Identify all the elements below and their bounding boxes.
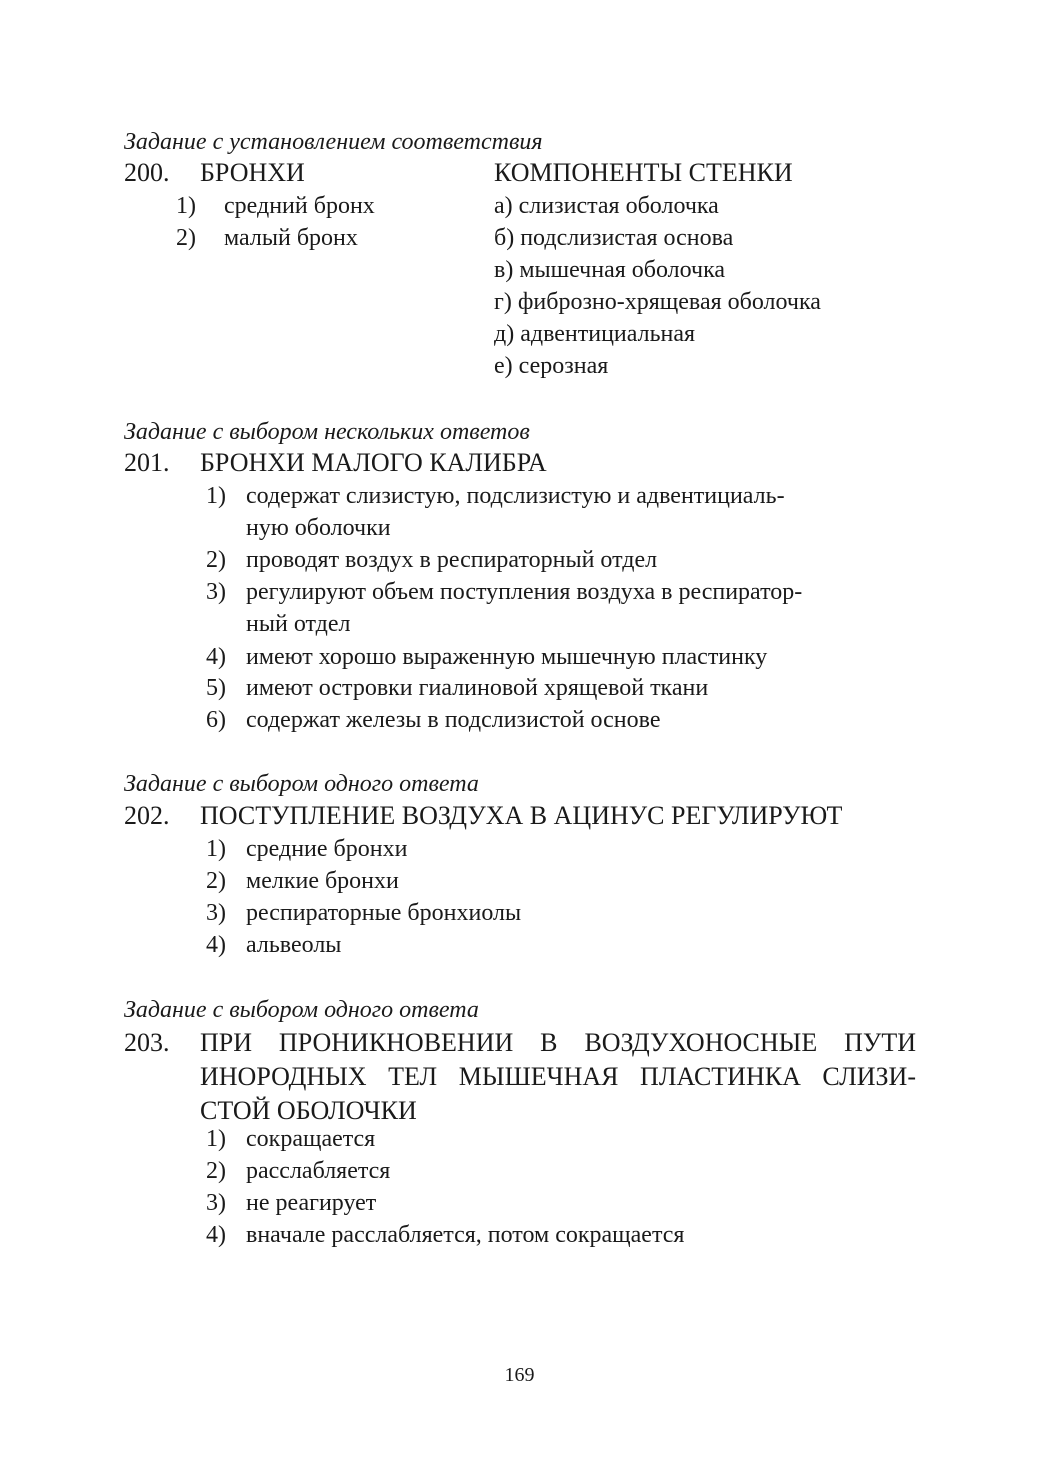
task-type-header-202: Задание с выбором одного ответа xyxy=(124,771,479,797)
question-number-203: 203. xyxy=(124,1028,170,1057)
option-number: 1) xyxy=(206,483,226,509)
option-201-4 xyxy=(196,641,916,673)
option-number: 3) xyxy=(206,900,226,926)
option-203-4 xyxy=(196,1219,916,1251)
right-item-b: б) подслизистая основа xyxy=(494,225,734,251)
left-item-1 xyxy=(166,190,486,222)
option-number: 2) xyxy=(206,547,226,573)
option-202-3 xyxy=(196,897,916,929)
left-item-number: 2) xyxy=(176,225,196,251)
option-201-3 xyxy=(196,576,916,640)
option-201-2 xyxy=(196,544,916,576)
question-number-200: 200. xyxy=(124,158,170,187)
option-201-5 xyxy=(196,672,916,704)
page-number: 169 xyxy=(504,1364,535,1386)
option-202-1 xyxy=(196,833,916,865)
option-number: 2) xyxy=(206,1158,226,1184)
option-text: сокращается xyxy=(246,1126,376,1152)
option-text: проводят воздух в респираторный отдел xyxy=(246,547,658,573)
question-number-201: 201. xyxy=(124,448,170,477)
task-type-header-200: Задание с установлением соответствия xyxy=(124,129,543,155)
option-text: имеют хорошо выраженную мышечную пластинку xyxy=(246,644,768,670)
option-number: 3) xyxy=(206,579,226,605)
task-type-header-203: Задание с выбором одного ответа xyxy=(124,997,479,1023)
question-stem-201: БРОНХИ МАЛОГО КАЛИБРА xyxy=(200,448,547,477)
option-203-3 xyxy=(196,1187,916,1219)
option-202-2 xyxy=(196,865,916,897)
option-text: расслабляется xyxy=(246,1158,391,1184)
left-item-2 xyxy=(166,222,486,254)
question-number-202: 202. xyxy=(124,801,170,830)
stem-line-2: ИНОРОДНЫХ ТЕЛ МЫШЕЧНАЯ ПЛАСТИНКА СЛИЗИ- xyxy=(200,1062,916,1091)
option-201-1 xyxy=(196,480,916,544)
option-202-4 xyxy=(196,929,916,961)
option-text-continued: ную оболочки xyxy=(246,515,391,541)
option-text: респираторные бронхиолы xyxy=(246,900,522,926)
option-text: альвеолы xyxy=(246,932,342,958)
option-text: содержат железы в подслизистой основе xyxy=(246,707,661,733)
option-201-6 xyxy=(196,704,916,736)
left-item-text: малый бронх xyxy=(224,225,358,251)
option-number: 5) xyxy=(206,675,226,701)
option-text: имеют островки гиалиновой хрящевой ткани xyxy=(246,675,709,701)
option-text: вначале расслабляется, потом сокращается xyxy=(246,1222,685,1248)
task-type-header-201: Задание с выбором нескольких ответов xyxy=(124,419,530,445)
option-number: 6) xyxy=(206,707,226,733)
option-text: содержат слизистую, подслизистую и адвентициаль- xyxy=(246,483,785,509)
option-number: 1) xyxy=(206,836,226,862)
right-item-e: д) адвентициальная xyxy=(494,321,696,347)
question-stem-202: ПОСТУПЛЕНИЕ ВОЗДУХА В АЦИНУС РЕГУЛИРУЮТ xyxy=(200,801,843,830)
option-text: мелкие бронхи xyxy=(246,868,399,894)
option-text-continued: ный отдел xyxy=(246,611,351,637)
option-text: не реагирует xyxy=(246,1190,377,1216)
option-number: 4) xyxy=(206,644,226,670)
left-item-number: 1) xyxy=(176,193,196,219)
option-number: 4) xyxy=(206,1222,226,1248)
option-number: 1) xyxy=(206,1126,226,1152)
column-title-left-200: БРОНХИ xyxy=(200,158,305,187)
stem-line-3: СТОЙ ОБОЛОЧКИ xyxy=(200,1096,417,1125)
option-number: 3) xyxy=(206,1190,226,1216)
right-item-c: в) мышечная оболочка xyxy=(494,257,726,283)
option-203-1 xyxy=(196,1123,916,1155)
column-title-right-200: КОМПОНЕНТЫ СТЕНКИ xyxy=(494,158,793,187)
option-text: регулируют объем поступления воздуха в респиратор- xyxy=(246,579,803,605)
right-item-a: а) слизистая оболочка xyxy=(494,193,719,219)
option-203-2 xyxy=(196,1155,916,1187)
stem-line-1: ПРИ ПРОНИКНОВЕНИИ В ВОЗДУХОНОСНЫЕ ПУТИ xyxy=(200,1028,916,1057)
right-item-d: г) фиброзно-хрящевая оболочка xyxy=(494,289,821,315)
option-number: 2) xyxy=(206,868,226,894)
option-text: средние бронхи xyxy=(246,836,408,862)
right-item-f: е) серозная xyxy=(494,353,609,379)
option-number: 4) xyxy=(206,932,226,958)
question-stem-203 xyxy=(200,1026,916,1128)
left-item-text: средний бронх xyxy=(224,193,375,219)
